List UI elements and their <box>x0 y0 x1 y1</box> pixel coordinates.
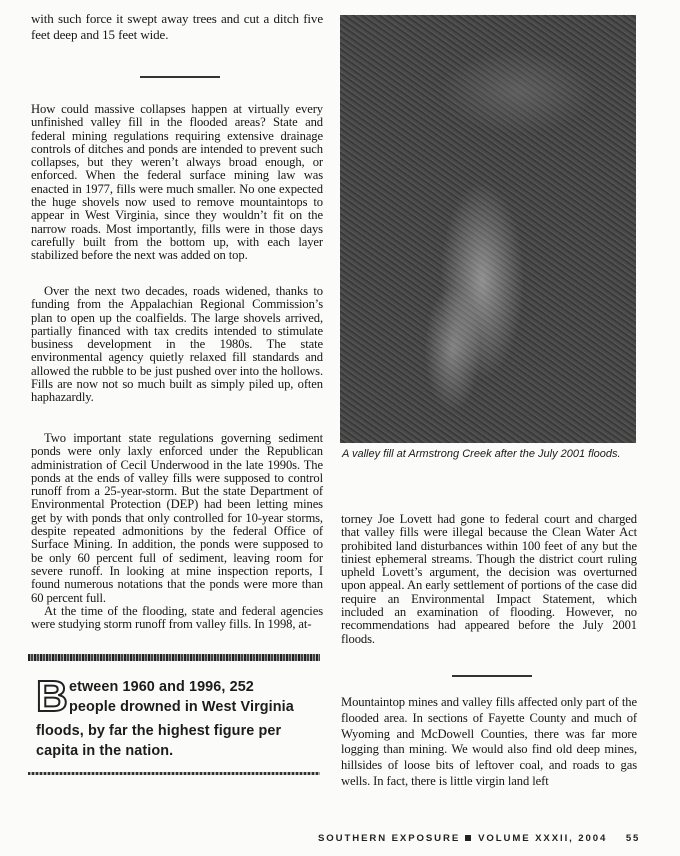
valley-fill-photo <box>340 15 636 443</box>
footer-page-number: 55 <box>625 833 641 844</box>
pullquote-top-rule <box>28 654 320 661</box>
pullquote-drop-cap: B <box>36 672 68 721</box>
section-divider-right <box>452 675 532 677</box>
paragraph-intro: with such force it swept away trees and cut a ditch five feet deep and 15 feet wide. <box>31 11 323 42</box>
paragraph-logging: Mountaintop mines and valley fills affected only part of the flooded area. In sections of Fayette County and much of Wyoming and McDowell Counties, there was far more logging than mining. We would also find old deep mines, hillsides of loose bits of leftover coal, and roads to gas wells. In fact, there is little virgin land left <box>341 695 637 788</box>
section-divider <box>140 76 220 78</box>
pullquote-line-3: floods, by far the highest figure per <box>36 723 282 739</box>
pullquote-line-4: capita in the nation. <box>36 743 174 759</box>
photo-caption: A valley fill at Armstrong Creek after the July 2001 floods. <box>342 448 621 460</box>
paragraph-runoff: At the time of the flooding, state and federal agencies were studying storm runoff from valley fills. In 1998, at- <box>31 604 323 632</box>
footer-volume: VOLUME XXXII, 2004 <box>478 833 608 844</box>
footer-separator <box>465 835 471 841</box>
pullquote-bottom-rule <box>28 772 320 775</box>
footer-magazine-name: SOUTHERN EXPOSURE <box>318 833 461 844</box>
paragraph-roads: Over the next two decades, roads widened, thanks to funding from the Appalachian Regional Commission’s plan to open up the coalfields. The large shovels arrived, partially financed with tax credits intended to stimulate business development in the 1980s. The state environmental agency quietly relaxed fill standards and allowed the rubble to be just pushed over into the hollows. Fills are now not so much built as simply piled up, often haphazardly. <box>31 284 323 405</box>
page-footer <box>318 833 640 844</box>
paragraph-lawsuit: torney Joe Lovett had gone to federal court and charged that valley fills were illegal because the Clean Water Act prohibited land disturbances within 100 feet of any but the tiniest ephemeral streams. Though the district court ruling upheld Lovett’s argument, the decision was overturned upon appeal. An early settlement of portions of the case did require an Environmental Impact Statement, which included an examination of flooding. However, no recommendations had appeared before the July 2001 floods. <box>341 512 637 646</box>
paragraph-collapses: How could massive collapses happen at virtually every unfinished valley fill in the flooded areas? State and federal mining regulations requiring extensive drainage controls of ditches and ponds are intended to prevent such collapses, but they weren’t always broad enough, or enforced. When the federal surface mining law was enacted in 1977, fills were much smaller. No one expected the huge shovels now used to remove mountaintops to appear in West Virginia, since they wouldn’t fit on the narrow roads. Most importantly, fills were in those days carefully built from the bottom up, with each layer stabilized before the next was added on top. <box>31 102 323 263</box>
paragraph-regulations: Two important state regulations governing sediment ponds were only laxly enforced under the Republican administration of Cecil Underwood in the late 1990s. The ponds at the ends of valley fills were supposed to control runoff from a 25-year-storm. But the state Department of Environmental Protection (DEP) had been letting mines get by with ponds that only controlled for 10-year storms, despite repeated admonitions by the federal Office of Surface Mining. In addition, the ponds were supposed to be only 60 percent full of sediment, leaving room for severe runoff. In looking at mine inspection reports, I found numerous notations that the ponds were more than 60 percent full. <box>31 431 323 605</box>
pullquote-line-2: people drowned in West Virginia <box>69 699 294 715</box>
pullquote-line-1: etween 1960 and 1996, 252 <box>69 679 254 695</box>
